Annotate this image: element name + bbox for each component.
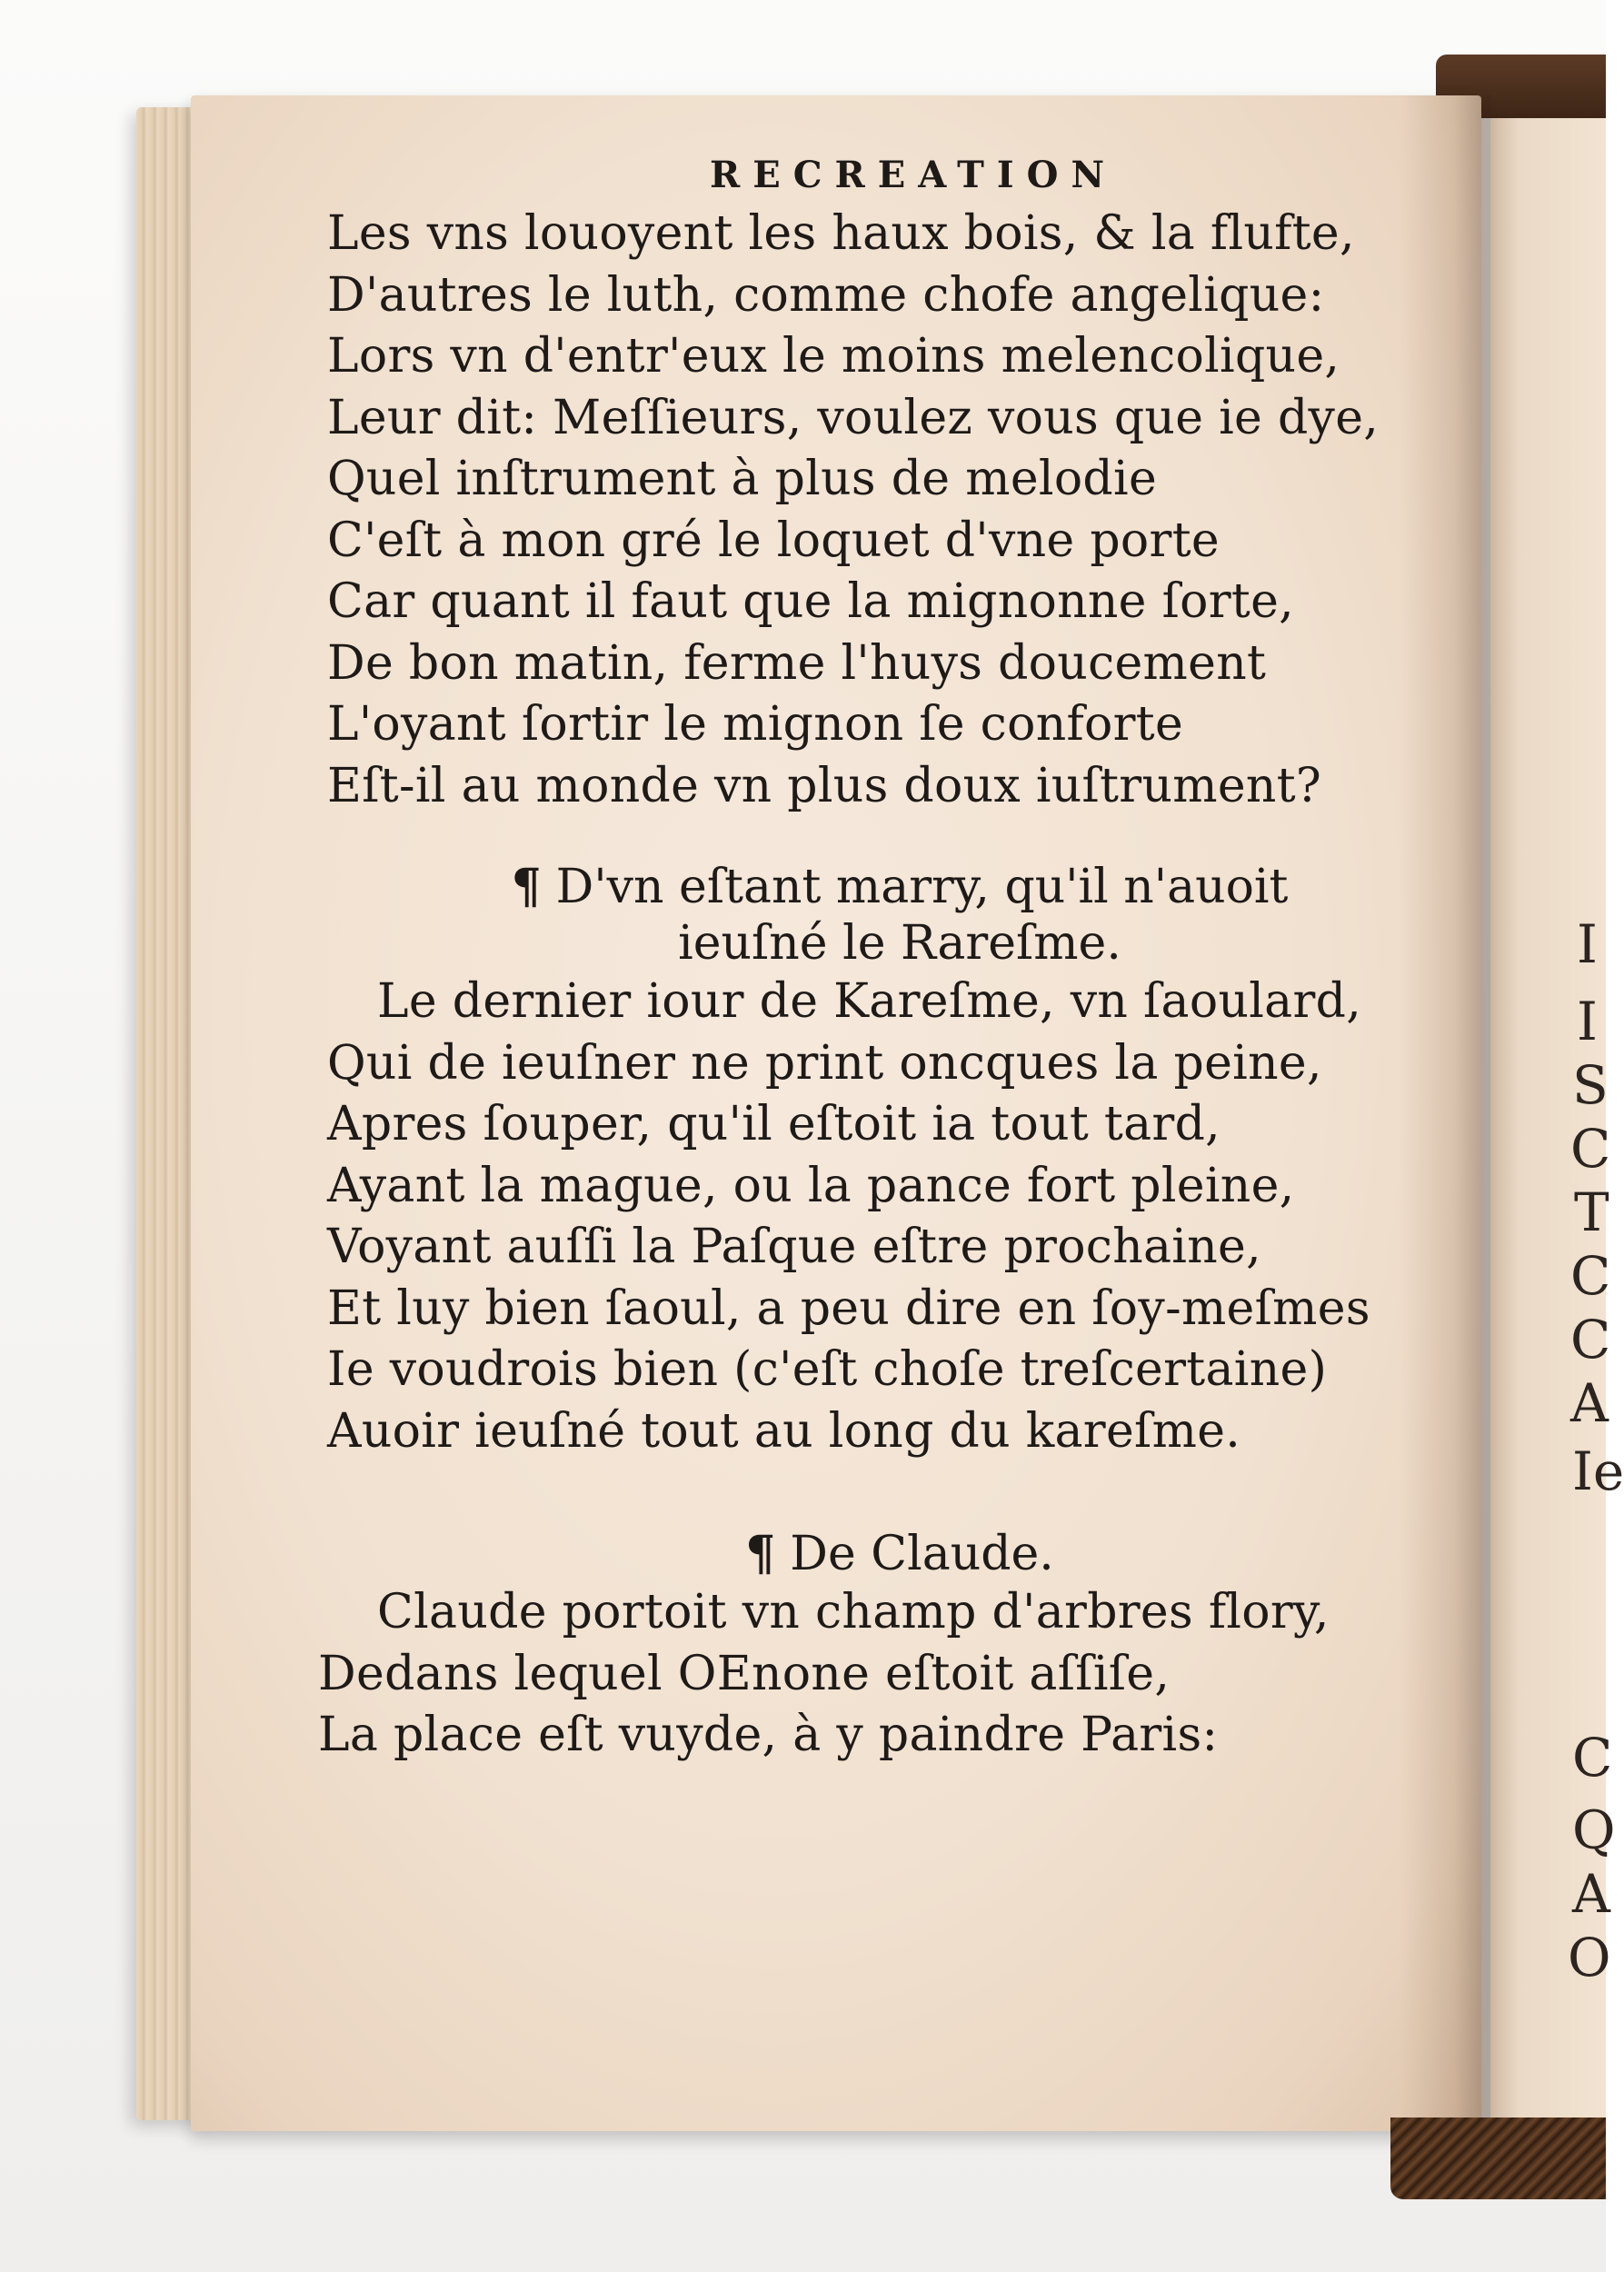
- section-title-continued: ieuſné le Rareſme.: [678, 916, 1121, 971]
- poem-estant-marry: [327, 859, 1472, 1462]
- verse-line: D'autres le luth, comme chofe angelique:: [327, 267, 1325, 323]
- poem-de-claude: [318, 1526, 1472, 1767]
- book-binding-bottom: [1390, 2118, 1606, 2199]
- section-title: [327, 1526, 1472, 1582]
- facing-page-letter: C: [1570, 1309, 1611, 1370]
- facing-page-letter: I: [1577, 913, 1598, 975]
- pilcrow-icon: ¶: [511, 859, 542, 914]
- verse-line: Qui de ieuſner ne print oncques la peine,: [327, 1035, 1322, 1091]
- verse-line: Ayant la mague, ou la pance fort pleine,: [327, 1158, 1295, 1213]
- verse-line: L'oyant ſortir le mignon ſe conforte: [327, 697, 1184, 752]
- verse-line: La place eſt vuyde, à y paindre Paris:: [318, 1708, 1219, 1762]
- running-head: RECREATION: [709, 154, 1118, 196]
- verse-line: Et luy bien ſaoul, a peu dire en ſoy-meſmes: [327, 1280, 1370, 1336]
- facing-page-letter: C: [1570, 1118, 1611, 1180]
- verse-line: Les vns louoyent les haux bois, & la flufte,: [327, 206, 1355, 261]
- pilcrow-icon: ¶: [745, 1526, 776, 1581]
- verse-line: Leur dit: Meſſieurs, voulez vous que ie dye,: [327, 390, 1380, 445]
- poem-louange-instruments: [327, 204, 1472, 817]
- facing-page-letter: C: [1572, 1727, 1613, 1789]
- facing-page-letter: A: [1570, 1372, 1609, 1434]
- verse-line: Le dernier iour de Kareſme, vn ſaoulard,: [377, 974, 1362, 1029]
- facing-page-letter: T: [1574, 1181, 1609, 1243]
- facing-page-letter: A: [1572, 1863, 1610, 1925]
- verse-line: Voyant auſſi la Paſque eſtre prochaine,: [327, 1220, 1261, 1274]
- verse-line: Quel inſtrument à plus de melodie: [327, 452, 1158, 506]
- section-title-text: D'vn eſtant marry, qu'il n'auoit: [555, 860, 1289, 914]
- facing-page-letter: Ie: [1572, 1440, 1624, 1502]
- verse-line: Lors vn d'entr'eux le moins melencolique,: [327, 329, 1340, 384]
- facing-page-letter: S: [1572, 1054, 1609, 1116]
- verse-line: Auoir ieuſné tout au long du kareſme.: [327, 1403, 1241, 1459]
- facing-page-letter: I: [1577, 991, 1598, 1052]
- verse-line: Dedans lequel OEnone eſtoit aſſiſe,: [318, 1646, 1171, 1701]
- facing-page-letter: C: [1570, 1245, 1611, 1307]
- verse-line: De bon matin, ferme l'huys doucement: [327, 635, 1267, 691]
- facing-page-letter: Q: [1572, 1799, 1616, 1861]
- facing-page-letter: O: [1568, 1927, 1611, 1988]
- page-text: [318, 153, 1472, 1767]
- verse-line: Car quant il faut que la mignonne ſorte,: [327, 574, 1294, 629]
- verse-line: Claude portoit vn champ d'arbres flory,: [377, 1585, 1330, 1639]
- section-title: [327, 859, 1472, 915]
- verse-line: Apres ſouper, qu'il eſtoit ia tout tard,: [327, 1097, 1220, 1151]
- verse-line: Ie voudrois bien (c'eſt choſe treſcertaine): [327, 1342, 1328, 1397]
- verse-line: C'eſt à mon gré le loquet d'vne porte: [327, 513, 1220, 568]
- verse-line: Eſt-il au monde vn plus doux iuſtrument?: [327, 758, 1322, 813]
- section-title-text: De Claude.: [790, 1527, 1054, 1581]
